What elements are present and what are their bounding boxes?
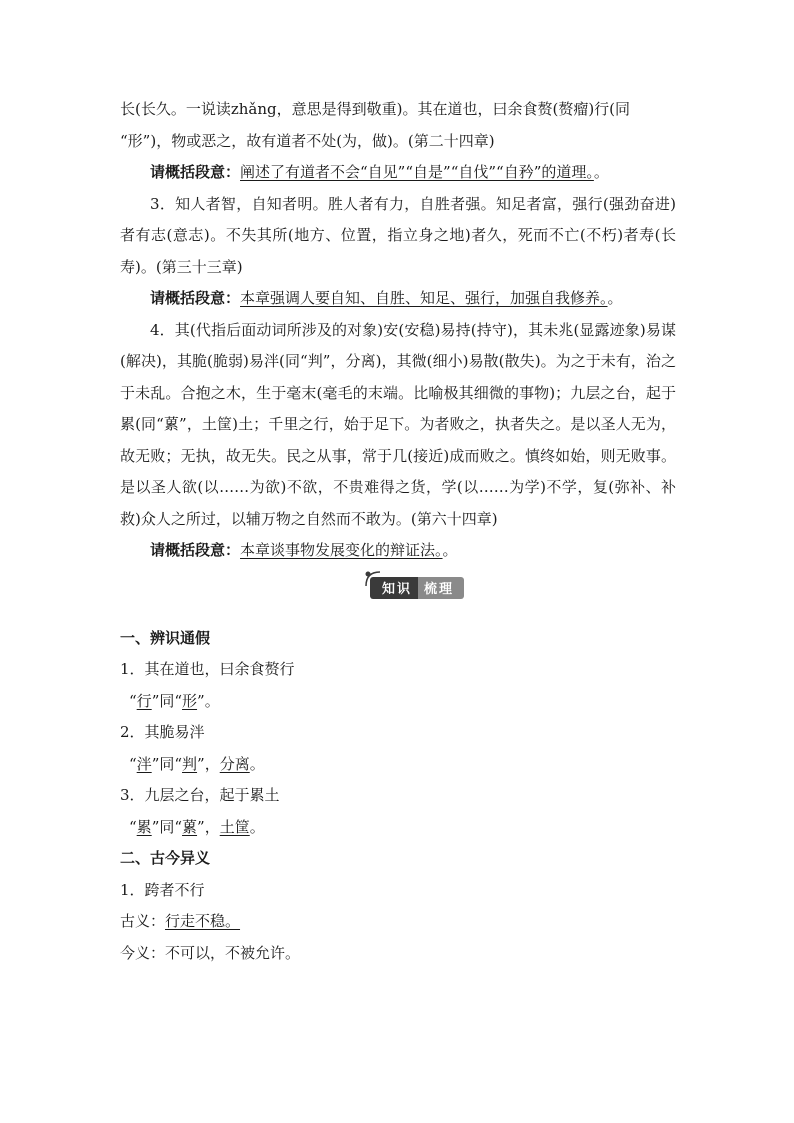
question-label: 请概括段意： <box>150 163 241 181</box>
tongjia-item-3-answer <box>120 812 676 844</box>
meaning-text: 分离 <box>219 754 250 773</box>
answer-text: 本章谈事物发展变化的辩证法。 <box>240 541 443 559</box>
text-line: 长(长久。一说读zhǎng，意思是得到敬重)。其在道也，曰余食赘(赘瘤)行(同 <box>120 100 631 118</box>
gujin-ancient-meaning <box>120 906 676 938</box>
tongjia-char: 泮 <box>136 754 152 773</box>
banner-arc-icon <box>362 568 382 588</box>
tongjia-target-char: 判 <box>182 754 198 773</box>
answer-text: 本章强调人要自知、自胜、知足、强行，加强自我修养。 <box>240 289 608 307</box>
section-title-gujin: 二、古今异义 <box>120 849 211 867</box>
tongjia-item-2-answer <box>120 749 676 781</box>
paragraph-33: 3．知人者智，自知者明。胜人者有力，自胜者强。知足者富，强行(强劲奋进)者有志(意志)。不失其所(地方、位置，指立身之地)者久，死而不亡(不朽)者寿(长寿)。(第三十三章) <box>120 194 676 276</box>
quote-end: ”， <box>197 817 220 836</box>
modern-text: 不可以，不被允许。 <box>165 943 301 962</box>
quote-end: ”。 <box>197 691 220 710</box>
gujin-modern-meaning <box>120 938 676 970</box>
meaning-text: 土筐 <box>219 817 250 836</box>
quote-mark: “ <box>129 817 137 836</box>
answer-tail: 。 <box>593 163 609 181</box>
knowledge-banner <box>370 577 464 599</box>
tongjia-item-3-head: 3．九层之台，起于累土 <box>120 786 280 804</box>
tongjia-connector: ”同“ <box>151 817 183 836</box>
tongjia-char: 累 <box>136 817 152 836</box>
period: 。 <box>249 754 265 773</box>
document-body <box>120 94 676 969</box>
modern-label: 今义： <box>120 943 166 962</box>
ancient-label: 古义： <box>120 912 166 930</box>
answer-tail: 。 <box>442 541 458 559</box>
answer-tail: 。 <box>607 289 623 307</box>
paragraph-64: 4．其(代指后面动词所涉及的对象)安(安稳)易持(持守)，其未兆(显露迹象)易谋(解决)，其脆(脆弱)易泮(同“判”，分离)，其微(细小)易散(散失)。为之于未有，治之于未乱。合抱之木，生于毫末(毫毛的末端。比喻极其细微的事物)；九层之台，起于累(同“蔂”，土筐)土；千里之行，始于足下。为者败之，执者失之。是以圣人无为，故无败；无执，故无失。民之从事，常于几(接近)成而败之。慎终如始，则无败事。是以圣人欲(以……为欲)不欲，不贵难得之货，学(以……为学)不学，复(弥补、补救)众人之所过，以辅万物之自然而不敢为。(第六十四章) <box>120 320 676 528</box>
section-banner-area <box>120 567 676 623</box>
ancient-text: 行走不稳。 <box>165 912 241 930</box>
quote-end: ”， <box>197 754 220 773</box>
tongjia-connector: ”同“ <box>151 754 183 773</box>
paragraph-24-continued <box>120 94 676 157</box>
tongjia-char: 行 <box>136 691 152 710</box>
tongjia-item-2-head: 2．其脆易泮 <box>120 723 205 741</box>
gujin-item-1-head: 1．跨者不行 <box>120 880 205 899</box>
summary-question-64 <box>120 535 676 567</box>
summary-question-33 <box>120 283 676 315</box>
text-line: “形”)，物或恶之，故有道者不处(为，做)。(第二十四章) <box>120 131 495 150</box>
tongjia-target-char: 形 <box>182 691 198 710</box>
tongjia-target-char: 蔂 <box>182 817 198 836</box>
answer-text: 阐述了有道者不会“自见”“自是”“自伐”“自矜”的道理。 <box>240 163 594 181</box>
quote-mark: “ <box>129 754 137 773</box>
banner-part-dark: 知识 <box>370 577 418 599</box>
tongjia-item-1-head: 1．其在道也，曰余食赘行 <box>120 660 295 678</box>
banner-part-light: 梳理 <box>418 577 464 599</box>
summary-question-24 <box>120 157 676 189</box>
section-title-tongjia: 一、辨识通假 <box>120 628 211 647</box>
quote-mark: “ <box>129 691 137 710</box>
tongjia-connector: ”同“ <box>151 691 183 710</box>
period: 。 <box>249 817 265 836</box>
question-label: 请概括段意： <box>150 289 241 307</box>
tongjia-item-1-answer <box>120 686 676 718</box>
question-label: 请概括段意： <box>150 541 241 559</box>
